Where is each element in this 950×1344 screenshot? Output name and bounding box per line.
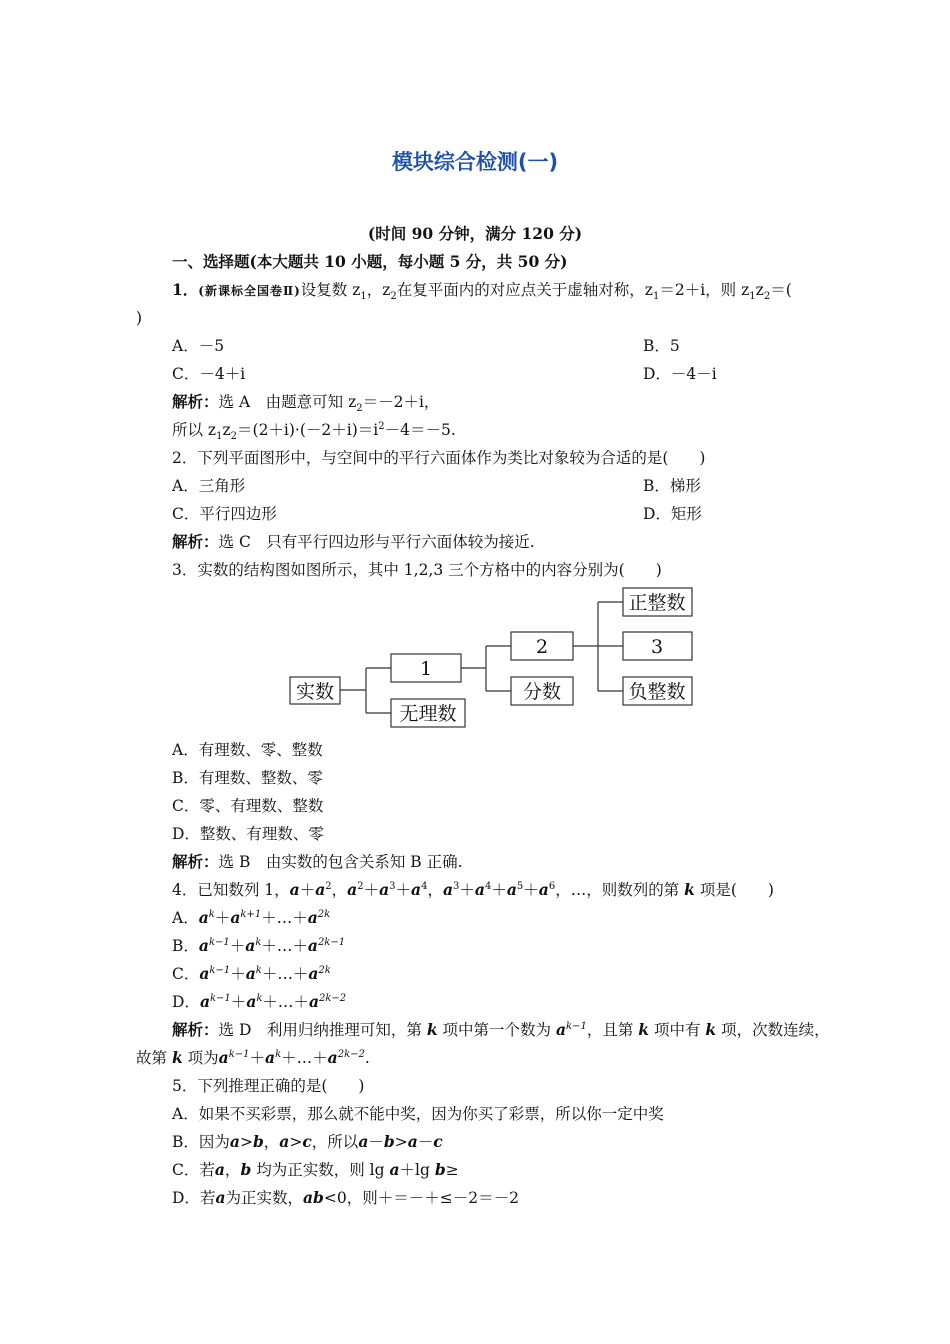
analysis-label: 解析： xyxy=(172,392,219,411)
q1-text: 在复平面内的对应点关于虚轴对称，z xyxy=(396,281,653,299)
option-a[interactable]: A．有理数、零、整数 xyxy=(172,741,323,759)
sup: 2k−1 xyxy=(317,936,346,948)
analysis-text: 项中第一个数为 xyxy=(442,1021,552,1039)
sup: 2k xyxy=(318,964,331,976)
option-a[interactable]: A．$a^k+a^{k+1}+\dots+a^{2k}$ xyxy=(172,908,331,927)
option-d[interactable]: D．$a^{k-1}+a^k+\dots+a^{2k-2}$ xyxy=(172,992,347,1011)
q4-analysis-2: 故第 k 项为$a^{k-1}+a^k+\dots+a^{2k-2}$. xyxy=(136,1048,370,1067)
math: c xyxy=(302,1132,312,1151)
math: a xyxy=(379,880,390,899)
sup: k xyxy=(275,1048,282,1060)
sup: k−1 xyxy=(208,936,230,948)
q4-text: ，…，则数列的第 xyxy=(555,881,680,899)
math: a xyxy=(389,1160,400,1179)
analysis-text: ＝(2＋i)·(－2＋i)＝i xyxy=(237,421,379,439)
q1-text: ＝( xyxy=(770,281,792,299)
option-b[interactable]: B．$a^{k-1}+a^k+\dots+a^{2k-1}$ xyxy=(172,936,346,955)
math: c xyxy=(433,1132,443,1151)
analysis-text: 选 D 利用归纳推理可知，第 xyxy=(218,1021,422,1039)
label-irrational: 无理数 xyxy=(399,703,457,725)
option-d[interactable]: D．矩形 xyxy=(643,505,702,523)
math: k xyxy=(638,1020,650,1039)
option-c[interactable]: C．平行四边形 xyxy=(172,505,277,523)
option-text: C．若 xyxy=(172,1161,215,1179)
math: a xyxy=(347,880,358,899)
q2-options-row2 xyxy=(172,504,702,524)
question-1 xyxy=(172,280,792,301)
q1-source: (新课标全国卷Ⅱ) xyxy=(198,284,301,298)
label-box3: 3 xyxy=(650,636,664,658)
option-label: B． xyxy=(172,937,199,955)
option-text: 均为正实数，则 lg xyxy=(256,1161,385,1179)
math: a xyxy=(245,936,256,955)
sup: 2 xyxy=(325,880,332,892)
sup: k−1 xyxy=(566,1020,587,1032)
math: k xyxy=(426,1020,438,1039)
math: a xyxy=(307,908,318,927)
math: a xyxy=(279,1132,290,1151)
math: k xyxy=(705,1020,717,1039)
q1-options-row1 xyxy=(172,336,680,356)
q4-analysis-1 xyxy=(172,1020,830,1040)
sup: 2k−2 xyxy=(318,992,347,1004)
math: a xyxy=(199,992,210,1011)
analysis-text: 项，次数连续， xyxy=(721,1021,830,1039)
label-pos-int: 正整数 xyxy=(628,592,686,614)
option-text: B．因为 xyxy=(172,1133,230,1151)
option-c[interactable]: C．－4＋i xyxy=(172,365,246,383)
sup: k+1 xyxy=(240,908,262,920)
option-text: <0，则＋＝－＋≤－2＝－2 xyxy=(323,1189,519,1207)
sup: k xyxy=(256,992,263,1004)
option-text: ＋lg xyxy=(399,1161,430,1179)
analysis-text: 故第 xyxy=(136,1049,168,1067)
page-title: 模块综合检测(一) xyxy=(391,150,559,174)
math: a xyxy=(358,1132,369,1151)
question-4: 4．已知数列 1，$a+a^2$，$a^2+a^3+a^4$，$a^3+a^4+a^5+a^6$，…，则数列的第 k 项是( ) xyxy=(172,880,774,899)
option-text: ≥ xyxy=(445,1161,459,1179)
math: b xyxy=(383,1132,395,1151)
option-d[interactable] xyxy=(172,1188,519,1208)
q1-text: ＝2＋i，则 z xyxy=(659,281,750,299)
question-2: 2．下列平面图形中，与空间中的平行六面体作为类比对象较为合适的是( ) xyxy=(172,449,706,467)
sup: 6 xyxy=(548,880,556,892)
analysis-text: ＝－2＋i， xyxy=(362,393,440,411)
math: a xyxy=(308,992,319,1011)
math: a xyxy=(230,908,241,927)
option-d[interactable]: D．整数、有理数、零 xyxy=(172,825,324,843)
option-label: A． xyxy=(172,909,199,927)
option-b[interactable]: B．有理数、整数、零 xyxy=(172,769,323,787)
math: a xyxy=(307,936,318,955)
math: k xyxy=(171,1048,183,1067)
analysis-text: . xyxy=(364,1049,370,1067)
q4-text: 项是( ) xyxy=(699,881,774,899)
analysis-text: 选 B 由实数的包含关系知 B 正确. xyxy=(218,853,463,871)
sup: 4 xyxy=(421,880,428,892)
real-number-structure-diagram xyxy=(280,584,710,734)
option-a[interactable]: A．三角形 xyxy=(172,477,246,495)
sup: 3 xyxy=(453,880,460,892)
option-text: D．若 xyxy=(172,1189,216,1207)
option-c[interactable]: C．若a，b 均为正实数，则 lg a＋lg b≥ xyxy=(172,1160,459,1179)
math: b xyxy=(240,1160,252,1179)
analysis-text: 选 A 由题意可知 z xyxy=(218,393,357,411)
q1-close-paren: ) xyxy=(136,309,143,327)
math: b xyxy=(252,1132,264,1151)
q1-analysis-1 xyxy=(172,392,440,415)
math: a xyxy=(442,880,454,899)
option-b[interactable]: B．5 xyxy=(643,337,680,355)
sub: 2 xyxy=(763,291,771,303)
math: a xyxy=(308,964,319,983)
sup: k xyxy=(255,936,262,948)
sup: 2 xyxy=(357,880,364,892)
math: a xyxy=(265,1048,276,1067)
sup: k−1 xyxy=(209,992,231,1004)
q4-text: 4．已知数列 1， xyxy=(172,881,290,899)
q1-text: ，z xyxy=(366,281,391,299)
math: a xyxy=(474,880,485,899)
math: a xyxy=(229,1132,240,1151)
q1-options-row2 xyxy=(172,364,717,384)
math: a xyxy=(245,964,256,983)
option-c[interactable]: C．$a^{k-1}+a^k+\dots+a^{2k}$ xyxy=(172,964,331,983)
math: a xyxy=(315,880,326,899)
option-a[interactable]: A．－5 xyxy=(172,337,225,355)
analysis-text: 选 C 只有平行四边形与平行六面体较为接近. xyxy=(218,533,535,551)
sup: k−1 xyxy=(209,964,231,976)
question-5: 5．下列推理正确的是( ) xyxy=(172,1077,365,1095)
sub: 1 xyxy=(749,291,756,303)
q2-options-row1 xyxy=(172,476,701,496)
math: b xyxy=(434,1160,446,1179)
sup: 5 xyxy=(516,880,524,892)
connector xyxy=(573,602,623,691)
q1-analysis-2 xyxy=(172,420,456,443)
math: a xyxy=(215,1188,226,1207)
option-text: ，所以 xyxy=(311,1133,359,1151)
q1-text: 设复数 z xyxy=(300,281,361,299)
math: a xyxy=(506,880,517,899)
option-label: D． xyxy=(172,993,200,1011)
sup: 2 xyxy=(378,420,385,432)
sub: 1 xyxy=(360,291,367,303)
sup: k xyxy=(208,908,215,920)
option-text: 为正实数， xyxy=(225,1189,303,1207)
math: k xyxy=(684,880,695,899)
sup: k−1 xyxy=(228,1048,250,1060)
connector xyxy=(461,646,511,691)
sup: 3 xyxy=(389,880,396,892)
q2-analysis xyxy=(172,532,535,552)
sup: k xyxy=(255,964,262,976)
analysis-label: 解析： xyxy=(172,852,219,871)
sub: 1 xyxy=(216,431,223,443)
sub: 2 xyxy=(356,403,363,415)
math: a xyxy=(289,880,300,899)
math: a xyxy=(218,1048,229,1067)
analysis-text: －4＝－5. xyxy=(384,421,456,439)
math: a xyxy=(407,1132,418,1151)
sup: 2k xyxy=(317,908,331,920)
analysis-label: 解析： xyxy=(172,1020,219,1039)
analysis-text: z xyxy=(222,421,231,439)
math: a xyxy=(214,1160,225,1179)
math: a xyxy=(555,1020,566,1039)
math: a xyxy=(198,908,209,927)
math: a xyxy=(538,880,549,899)
analysis-text: 项中有 xyxy=(653,1021,701,1039)
sub: 2 xyxy=(230,431,238,443)
sup: 4 xyxy=(484,880,492,892)
option-b[interactable]: B．因为a>b，a>c，所以a－b>a－c xyxy=(172,1132,443,1151)
math: a xyxy=(411,880,422,899)
math: a xyxy=(327,1048,338,1067)
label-real: 实数 xyxy=(295,681,335,703)
section-heading: 一、选择题(本大题共 10 小题，每小题 5 分，共 50 分) xyxy=(172,252,568,271)
question-3: 3．实数的结构图如图所示，其中 1,2,3 三个方格中的内容分别为( ) xyxy=(172,561,662,579)
analysis-text: 项为 xyxy=(187,1049,219,1067)
sub: 2 xyxy=(390,291,397,303)
q3-analysis xyxy=(172,852,463,872)
label-neg-int: 负整数 xyxy=(628,681,686,703)
option-b[interactable]: B．梯形 xyxy=(643,477,701,495)
q1-number: 1． xyxy=(172,280,199,299)
option-label: C． xyxy=(172,965,200,983)
subtitle: (时间 90 分钟，满分 120 分) xyxy=(367,224,583,243)
q1-text: z xyxy=(755,281,764,299)
analysis-label: 解析： xyxy=(172,532,219,551)
connector xyxy=(340,668,391,713)
label-box2: 2 xyxy=(535,636,549,658)
analysis-text: ，且第 xyxy=(586,1021,634,1039)
label-fraction: 分数 xyxy=(522,681,562,703)
label-box1: 1 xyxy=(419,658,433,680)
analysis-text: 所以 z xyxy=(172,421,217,439)
math: a xyxy=(246,992,257,1011)
math: ab xyxy=(303,1188,324,1207)
option-c[interactable]: C．零、有理数、整数 xyxy=(172,797,324,815)
math: a xyxy=(198,936,209,955)
sup: 2k−2 xyxy=(337,1048,365,1060)
option-d[interactable]: D．－4－i xyxy=(643,365,717,383)
sub: 1 xyxy=(652,291,660,303)
math: a xyxy=(199,964,210,983)
option-a[interactable]: A．如果不买彩票，那么就不能中奖，因为你买了彩票，所以你一定中奖 xyxy=(172,1105,664,1123)
